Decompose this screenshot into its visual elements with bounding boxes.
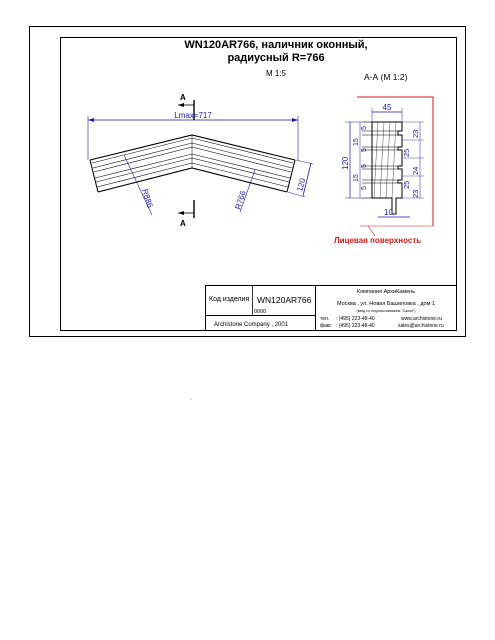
inner-radius-label: R766 xyxy=(233,189,248,211)
address-note: (вход со стороны магазина "Салон") xyxy=(356,309,416,313)
phone-label: тел. xyxy=(320,316,330,322)
code-value: WN120AR766 xyxy=(257,295,312,305)
stray-dot xyxy=(190,398,191,399)
face-surface-label: Лицевая поверхность xyxy=(334,236,422,245)
company-footer: Archistone Company , 2001 xyxy=(214,322,289,328)
drawing-title-line2: радиусный R=766 xyxy=(227,52,325,64)
profile-outline xyxy=(372,122,402,214)
casing-inner-edge xyxy=(98,168,287,192)
right-dim-5: 23 xyxy=(411,189,420,198)
casing-outer-edge xyxy=(90,135,295,160)
website: www.archistone.ru xyxy=(401,316,442,322)
email: sales@archistone.ru xyxy=(398,323,444,329)
company-address: Москва , ул. Новая Башиловка , дом 1 xyxy=(337,301,435,307)
right-dim-1: 23 xyxy=(411,129,420,138)
lmax-label: Lmax=717 xyxy=(174,111,212,120)
phone-value: : (495) 223-48-40 xyxy=(336,316,375,322)
plan-view xyxy=(88,93,313,228)
section-marker-top: А xyxy=(180,93,186,102)
right-dim-2: 25 xyxy=(402,148,411,157)
fax-value: : (495) 223-48-40 xyxy=(336,323,375,329)
left-dim-2: 15 xyxy=(353,138,360,146)
left-dim-1: 5 xyxy=(361,126,368,130)
section-total-height: 120 xyxy=(341,156,350,170)
main-scale-label: M 1:5 xyxy=(265,69,287,78)
fax-label: факс xyxy=(320,323,332,329)
right-dim-3: 24 xyxy=(411,166,420,175)
code-sub: 0000 xyxy=(254,309,267,315)
section-title: А-А (М 1:2) xyxy=(364,72,408,82)
section-bottom-width: 10 xyxy=(384,208,393,217)
title-block xyxy=(206,286,457,331)
outer-radius-label: R886 xyxy=(140,187,155,209)
left-dim-3: 5 xyxy=(361,148,368,152)
left-dim-6: 5 xyxy=(361,186,368,190)
left-dim-4: 5 xyxy=(361,164,368,168)
section-marker-bottom: А xyxy=(180,219,186,228)
company-name: Компания АрхиКамень xyxy=(356,289,416,295)
section-top-width: 45 xyxy=(382,103,392,112)
code-label: Код изделия xyxy=(209,296,250,303)
left-dim-5: 15 xyxy=(353,174,360,182)
plan-height-label: 120 xyxy=(295,177,308,193)
right-dim-4: 25 xyxy=(402,180,411,189)
section-view xyxy=(334,72,433,245)
drawing-title-line1: WN120AR766, наличник оконный, xyxy=(184,39,368,51)
